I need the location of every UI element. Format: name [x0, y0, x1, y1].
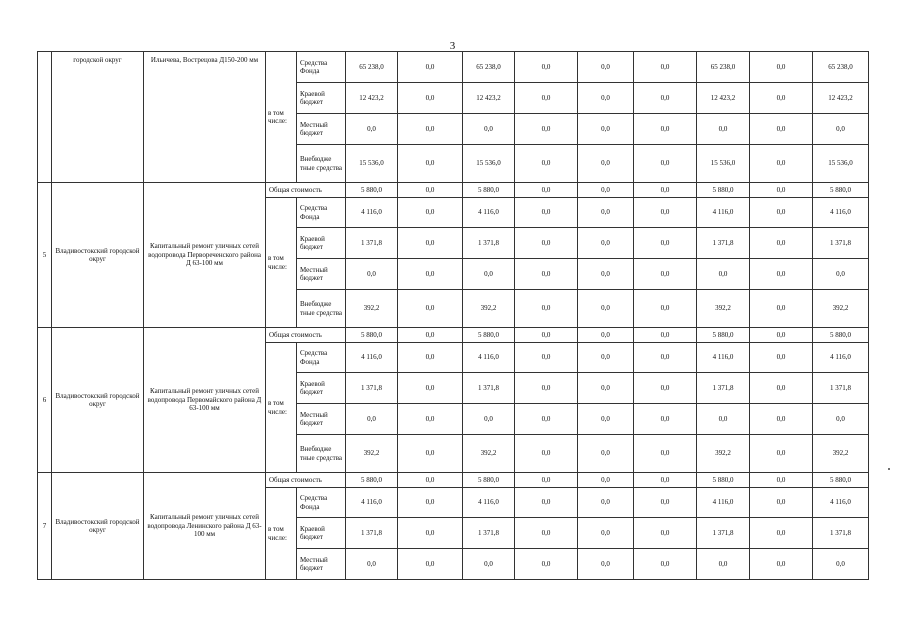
value-cell: 1 371,8	[346, 228, 398, 259]
value-cell: 0,0	[578, 404, 634, 435]
value-cell: 0,0	[515, 183, 578, 198]
source-label: Краевой бюджет	[297, 373, 346, 404]
value-cell: 5 880,0	[463, 183, 515, 198]
value-cell: 0,0	[346, 549, 398, 580]
value-cell: 0,0	[515, 435, 578, 473]
object-name: Капитальный ремонт уличных сетей водопровода Ленинского района Д 63-100 мм	[144, 473, 266, 580]
value-cell: 12 423,2	[346, 83, 398, 114]
district-name: Владивостокский городской округ	[52, 183, 144, 328]
value-cell: 1 371,8	[813, 373, 869, 404]
value-cell: 0,0	[750, 183, 813, 198]
table-row	[38, 473, 869, 488]
value-cell: 12 423,2	[813, 83, 869, 114]
value-cell: 4 116,0	[463, 198, 515, 228]
source-label: Местный бюджет	[297, 114, 346, 145]
row-number: 5	[38, 183, 52, 328]
value-cell: 0,0	[750, 198, 813, 228]
value-cell: 0,0	[398, 114, 463, 145]
value-cell: 0,0	[750, 83, 813, 114]
value-cell: 1 371,8	[346, 373, 398, 404]
value-cell: 5 880,0	[346, 473, 398, 488]
value-cell: 0,0	[634, 473, 697, 488]
value-cell: 4 116,0	[346, 198, 398, 228]
value-cell: 0,0	[515, 290, 578, 328]
value-cell: 0,0	[398, 518, 463, 549]
page-number: 3	[449, 40, 456, 52]
value-cell: 0,0	[463, 114, 515, 145]
source-label: Средства Фонда	[297, 343, 346, 373]
value-cell: 15 536,0	[463, 145, 515, 183]
value-cell: 0,0	[578, 373, 634, 404]
value-cell: 0,0	[634, 404, 697, 435]
value-cell: 1 371,8	[697, 228, 750, 259]
value-cell: 0,0	[515, 404, 578, 435]
value-cell: 0,0	[697, 404, 750, 435]
value-cell: 392,2	[463, 435, 515, 473]
value-cell: 0,0	[634, 373, 697, 404]
value-cell: 0,0	[463, 549, 515, 580]
value-cell: 0,0	[750, 290, 813, 328]
row-number: 6	[38, 328, 52, 473]
in-total-label: в том числе:	[266, 343, 297, 473]
value-cell: 0,0	[578, 549, 634, 580]
value-cell: 0,0	[750, 373, 813, 404]
value-cell: 0,0	[578, 83, 634, 114]
source-label: Местный бюджет	[297, 259, 346, 290]
value-cell: 0,0	[634, 145, 697, 183]
value-cell: 4 116,0	[813, 343, 869, 373]
value-cell: 15 536,0	[697, 145, 750, 183]
value-cell: 5 880,0	[813, 473, 869, 488]
value-cell: 0,0	[578, 259, 634, 290]
value-cell: 0,0	[813, 549, 869, 580]
value-cell: 0,0	[750, 52, 813, 83]
value-cell: 12 423,2	[463, 83, 515, 114]
value-cell: 0,0	[750, 473, 813, 488]
value-cell: 4 116,0	[463, 343, 515, 373]
value-cell: 5 880,0	[813, 328, 869, 343]
value-cell: 0,0	[398, 435, 463, 473]
source-label: Средства Фонда	[297, 488, 346, 518]
value-cell: 0,0	[515, 373, 578, 404]
source-label: Краевой бюджет	[297, 518, 346, 549]
value-cell: 0,0	[578, 52, 634, 83]
value-cell: 5 880,0	[346, 328, 398, 343]
total-cost-label: Общая стоимость	[266, 183, 346, 198]
value-cell: 65 238,0	[813, 52, 869, 83]
value-cell: 0,0	[578, 328, 634, 343]
value-cell: 0,0	[578, 435, 634, 473]
value-cell: 0,0	[634, 488, 697, 518]
value-cell: 0,0	[346, 114, 398, 145]
value-cell: 392,2	[463, 290, 515, 328]
value-cell: 0,0	[398, 404, 463, 435]
district-name: Владивостокский городской округ	[52, 473, 144, 580]
value-cell: 5 880,0	[697, 473, 750, 488]
object-name: Капитальный ремонт уличных сетей водопровода Первомайского района Д 63-100 мм	[144, 328, 266, 473]
value-cell: 0,0	[578, 198, 634, 228]
value-cell: 0,0	[813, 114, 869, 145]
value-cell: 4 116,0	[463, 488, 515, 518]
value-cell: 1 371,8	[813, 228, 869, 259]
value-cell: 0,0	[398, 328, 463, 343]
value-cell: 65 238,0	[346, 52, 398, 83]
value-cell: 0,0	[398, 473, 463, 488]
value-cell: 0,0	[578, 473, 634, 488]
district-name: Владивостокский городской округ	[52, 328, 144, 473]
value-cell: 0,0	[750, 518, 813, 549]
value-cell: 4 116,0	[813, 488, 869, 518]
source-label: Средства Фонда	[297, 198, 346, 228]
value-cell: 0,0	[750, 549, 813, 580]
value-cell: 4 116,0	[346, 488, 398, 518]
value-cell: 0,0	[634, 328, 697, 343]
value-cell: 392,2	[346, 435, 398, 473]
value-cell: 0,0	[398, 228, 463, 259]
value-cell: 0,0	[634, 52, 697, 83]
value-cell: 0,0	[750, 343, 813, 373]
value-cell: 1 371,8	[346, 518, 398, 549]
value-cell: 0,0	[578, 114, 634, 145]
value-cell: 0,0	[398, 145, 463, 183]
value-cell: 392,2	[697, 435, 750, 473]
value-cell: 0,0	[697, 259, 750, 290]
value-cell: 0,0	[578, 290, 634, 328]
value-cell: 1 371,8	[813, 518, 869, 549]
object-name: Ильичева, Вострецова Д150-200 мм	[144, 52, 266, 183]
value-cell: 0,0	[346, 404, 398, 435]
value-cell: 0,0	[398, 290, 463, 328]
row-number	[38, 52, 52, 183]
value-cell: 0,0	[750, 328, 813, 343]
value-cell: 0,0	[634, 290, 697, 328]
value-cell: 0,0	[750, 488, 813, 518]
value-cell: 0,0	[634, 435, 697, 473]
value-cell: 0,0	[398, 373, 463, 404]
value-cell: 4 116,0	[346, 343, 398, 373]
value-cell: 5 880,0	[697, 328, 750, 343]
value-cell: 5 880,0	[697, 183, 750, 198]
source-label: Местный бюджет	[297, 404, 346, 435]
value-cell: 65 238,0	[463, 52, 515, 83]
total-cost-label: Общая стоимость	[266, 328, 346, 343]
value-cell: 0,0	[578, 518, 634, 549]
value-cell: 0,0	[515, 145, 578, 183]
source-label: Краевой бюджет	[297, 83, 346, 114]
table-row	[38, 183, 869, 198]
value-cell: 0,0	[634, 83, 697, 114]
value-cell: 0,0	[398, 488, 463, 518]
value-cell: 0,0	[750, 404, 813, 435]
object-name: Капитальный ремонт уличных сетей водопровода Первореченского района Д 63-100 мм	[144, 183, 266, 328]
source-label: Местный бюджет	[297, 549, 346, 580]
value-cell: 0,0	[463, 259, 515, 290]
value-cell: 1 371,8	[463, 373, 515, 404]
value-cell: 0,0	[515, 259, 578, 290]
value-cell: 0,0	[578, 343, 634, 373]
value-cell: 0,0	[515, 343, 578, 373]
value-cell: 0,0	[398, 52, 463, 83]
value-cell: 0,0	[634, 198, 697, 228]
value-cell: 0,0	[515, 518, 578, 549]
value-cell: 0,0	[346, 259, 398, 290]
value-cell: 1 371,8	[463, 518, 515, 549]
value-cell: 5 880,0	[346, 183, 398, 198]
scan-speck	[888, 468, 890, 470]
value-cell: 0,0	[515, 83, 578, 114]
value-cell: 0,0	[634, 343, 697, 373]
source-label: Внебюдже тные средства	[297, 435, 346, 473]
value-cell: 0,0	[697, 114, 750, 145]
value-cell: 0,0	[750, 435, 813, 473]
value-cell: 0,0	[515, 549, 578, 580]
value-cell: 4 116,0	[697, 198, 750, 228]
value-cell: 15 536,0	[813, 145, 869, 183]
value-cell: 0,0	[634, 518, 697, 549]
value-cell: 392,2	[697, 290, 750, 328]
value-cell: 392,2	[813, 290, 869, 328]
source-label: Внебюдже тные средства	[297, 290, 346, 328]
source-label: Внебюдже тные средства	[297, 145, 346, 183]
value-cell: 0,0	[634, 114, 697, 145]
value-cell: 0,0	[634, 549, 697, 580]
value-cell: 0,0	[398, 549, 463, 580]
value-cell: 0,0	[515, 328, 578, 343]
table-row	[38, 52, 869, 83]
value-cell: 4 116,0	[813, 198, 869, 228]
value-cell: 0,0	[515, 198, 578, 228]
value-cell: 0,0	[515, 228, 578, 259]
value-cell: 0,0	[634, 183, 697, 198]
value-cell: 4 116,0	[697, 488, 750, 518]
value-cell: 0,0	[750, 228, 813, 259]
value-cell: 65 238,0	[697, 52, 750, 83]
value-cell: 392,2	[346, 290, 398, 328]
value-cell: 0,0	[398, 183, 463, 198]
value-cell: 0,0	[634, 228, 697, 259]
value-cell: 1 371,8	[697, 518, 750, 549]
in-total-label: в том числе:	[266, 198, 297, 328]
value-cell: 15 536,0	[346, 145, 398, 183]
value-cell: 1 371,8	[463, 228, 515, 259]
value-cell: 0,0	[398, 343, 463, 373]
value-cell: 0,0	[634, 259, 697, 290]
row-number: 7	[38, 473, 52, 580]
value-cell: 12 423,2	[697, 83, 750, 114]
value-cell: 0,0	[515, 488, 578, 518]
value-cell: 1 371,8	[697, 373, 750, 404]
value-cell: 5 880,0	[463, 473, 515, 488]
value-cell: 392,2	[813, 435, 869, 473]
value-cell: 0,0	[398, 259, 463, 290]
value-cell: 0,0	[463, 404, 515, 435]
value-cell: 0,0	[578, 145, 634, 183]
district-name: городской округ	[52, 52, 144, 183]
value-cell: 0,0	[515, 52, 578, 83]
source-label: Краевой бюджет	[297, 228, 346, 259]
total-cost-label: Общая стоимость	[266, 473, 346, 488]
value-cell: 0,0	[398, 83, 463, 114]
value-cell: 0,0	[578, 228, 634, 259]
value-cell: 0,0	[398, 198, 463, 228]
in-total-label: в том числе:	[266, 488, 297, 580]
value-cell: 0,0	[750, 145, 813, 183]
in-total-label: в том числе:	[266, 52, 297, 183]
value-cell: 5 880,0	[463, 328, 515, 343]
table-row	[38, 328, 869, 343]
value-cell: 4 116,0	[697, 343, 750, 373]
source-label: Средства Фонда	[297, 52, 346, 83]
value-cell: 0,0	[697, 549, 750, 580]
value-cell: 5 880,0	[813, 183, 869, 198]
value-cell: 0,0	[578, 488, 634, 518]
value-cell: 0,0	[750, 114, 813, 145]
value-cell: 0,0	[813, 259, 869, 290]
value-cell: 0,0	[578, 183, 634, 198]
value-cell: 0,0	[813, 404, 869, 435]
funding-table	[37, 51, 869, 580]
value-cell: 0,0	[515, 473, 578, 488]
value-cell: 0,0	[750, 259, 813, 290]
value-cell: 0,0	[515, 114, 578, 145]
